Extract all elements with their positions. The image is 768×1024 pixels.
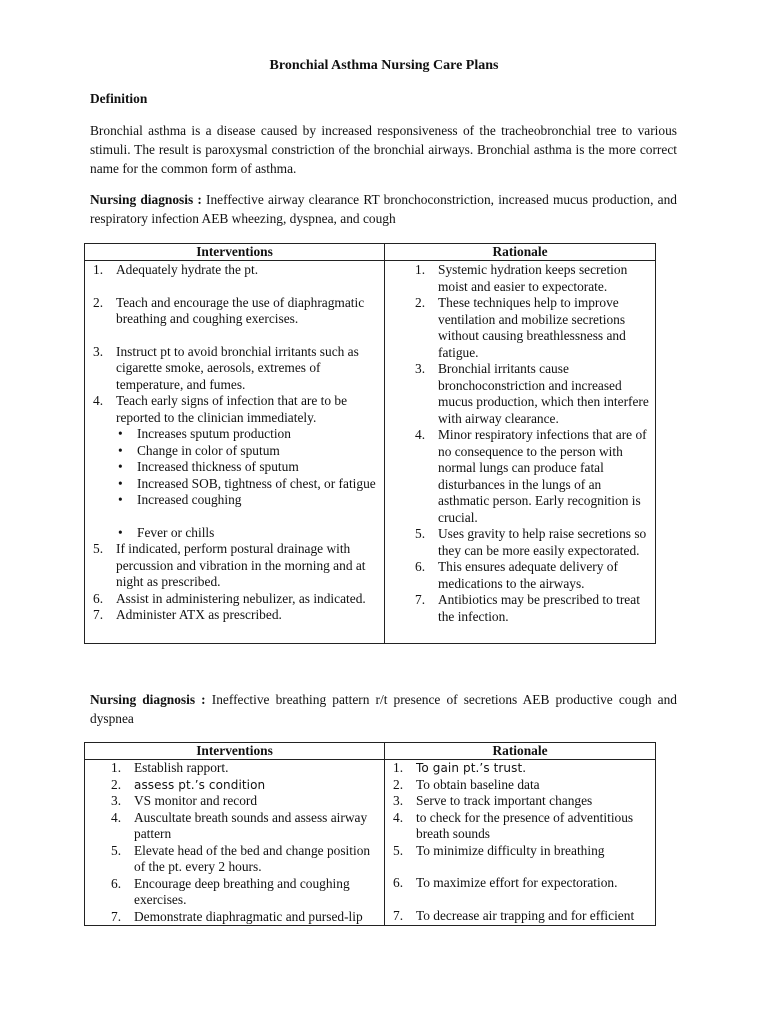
list-item: 1. To gain pt.’s trust. (393, 760, 527, 775)
rationale-cell (385, 261, 656, 644)
list-item: 1. Establish rapport. (111, 760, 229, 775)
list-item: 6. To maximize effort for expectoration. (393, 875, 618, 890)
care-plan-table-2 (84, 742, 656, 926)
list-item: 3. Bronchial irritants cause bronchoconstriction and increased mucus production, which then interfere with airway clearance. (415, 361, 649, 426)
bullet-item: • Fever or chills (118, 524, 215, 540)
diagnosis-text: Ineffective breathing pattern r/t presence of secretions AEB productive cough and dyspnea (90, 692, 677, 726)
list-item: 3. Serve to track important changes (393, 793, 593, 808)
rationale-header: Rationale (385, 743, 656, 760)
definition-paragraph: Bronchial asthma is a disease caused by increased responsiveness of the tracheobronchial tree to various stimuli. The result is paroxysmal constriction of the bronchial airways. Bronchial asthma is the more correct name for the common form of asthma. (90, 123, 677, 176)
rationale-list (409, 262, 649, 625)
bullet-item: • Increased coughing (118, 492, 242, 507)
bullet-item: • Increased SOB, tightness of chest, or fatigue (118, 475, 376, 491)
diagnosis-text: Ineffective airway clearance RT bronchoconstriction, increased mucus production, and respiratory infection AEB wheezing, dyspnea, and cough (90, 192, 677, 226)
list-item: 5. Elevate head of the bed and change position of the pt. every 2 hours. (111, 842, 371, 874)
list-item: 3. VS monitor and record (111, 793, 258, 808)
list-item: 2. These techniques help to improve ventilation and mobilize secretions without causing breathlessness and fatigue. (415, 295, 626, 360)
list-item: 2. Teach and encourage the use of diaphragmatic breathing and coughing exercises. (93, 294, 365, 326)
table-header-row (85, 244, 656, 261)
interventions-cell (85, 760, 385, 926)
list-item: 5. Uses gravity to help raise secretions so they can be more easily expectorated. (415, 526, 647, 558)
list-item: 4. to check for the presence of adventitious breath sounds (393, 809, 634, 841)
interventions-cell (85, 261, 385, 644)
list-item: 5. If indicated, perform postural drainage with percussion and vibration in the morning and at night as prescribed. (93, 541, 366, 589)
list-item: 5. To minimize difficulty in breathing (393, 842, 605, 858)
nursing-diagnosis-2 (90, 690, 677, 728)
list-item: 6. Assist in administering nebulizer, as indicated. (93, 590, 366, 606)
interventions-header: Interventions (85, 244, 385, 261)
bullet-item: • Increased thickness of sputum (118, 459, 299, 474)
diagnosis-label: Nursing diagnosis : (90, 192, 202, 207)
list-item: 4. Teach early signs of infection that are to be reported to the clinician immediately. • Increases sputum production • Change in color of sputum • Increased thickness of sputum • Increased SOB, tightness of chest, or fatigue • Increased coughing • Fever or chills (87, 393, 380, 541)
interventions-list (87, 262, 380, 624)
list-item: 3. Instruct pt to avoid bronchial irritants such as cigarette smoke, aerosols, extremes of temperature, and fumes. (93, 343, 359, 392)
infection-signs-list (116, 426, 380, 541)
care-plan-table-1 (84, 243, 656, 644)
nursing-diagnosis-1 (90, 190, 677, 228)
list-item: 6. This ensures adequate delivery of medications to the airways. (415, 559, 618, 591)
list-item: 1. Adequately hydrate the pt. (93, 262, 259, 277)
rationale-header: Rationale (385, 244, 656, 261)
table-header-row (85, 743, 656, 760)
list-item: 4. Minor respiratory infections that are of no consequence to the person with normal lungs can produce fatal disturbances in the lungs of an asthmatic person. Early recognition is crucial. (415, 427, 647, 525)
interventions-list (105, 760, 380, 925)
table-row (85, 261, 656, 644)
list-item: 6. Encourage deep breathing and coughing exercises. (111, 875, 350, 907)
definition-heading: Definition (90, 91, 148, 106)
list-item: 1. Systemic hydration keeps secretion moist and easier to expectorate. (415, 262, 628, 294)
list-item: 2. assess pt.’s condition (111, 776, 266, 792)
list-item: 7. Antibiotics may be prescribed to treat the infection. (415, 592, 640, 624)
list-item: 4. Auscultate breath sounds and assess airway pattern (111, 809, 368, 841)
list-item: 7. Administer ATX as prescribed. (93, 607, 282, 622)
list-item: 7. Demonstrate diaphragmatic and pursed-lip (111, 908, 363, 924)
bullet-item: • Increases sputum production (118, 426, 291, 441)
list-item: 2. To obtain baseline data (393, 776, 540, 792)
table-row (85, 760, 656, 926)
rationale-cell (385, 760, 656, 926)
bullet-item: • Change in color of sputum (118, 442, 280, 458)
interventions-header: Interventions (85, 743, 385, 760)
list-item: 7. To decrease air trapping and for efficient (393, 907, 635, 923)
rationale-list (387, 760, 651, 924)
page-title: Bronchial Asthma Nursing Care Plans (269, 58, 499, 73)
diagnosis-label: Nursing diagnosis : (90, 692, 206, 707)
